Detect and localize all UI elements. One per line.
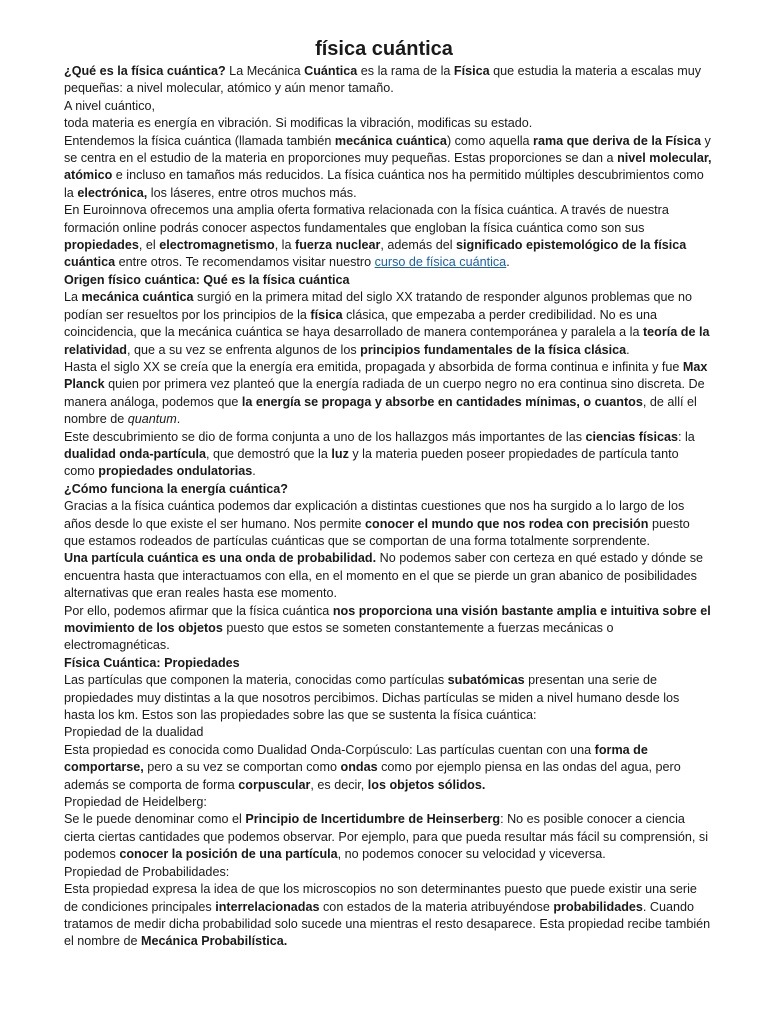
bold-run: propiedades	[64, 238, 139, 253]
heading-como-funciona: ¿Cómo funciona la energía cuántica?	[64, 481, 288, 496]
subheading-probabilidades: Propiedad de Probabilidades:	[64, 864, 230, 879]
bold-run: física	[310, 307, 343, 322]
text-run: , no podemos conocer su velocidad y viceversa.	[337, 847, 606, 862]
paragraph-entendemos	[64, 133, 712, 203]
text-run: , la	[274, 238, 295, 253]
text-run: y se centra en el estudio de la materia en proporciones muy pequeñas. Estas proporciones se dan a	[64, 133, 711, 166]
bold-run: Principio de Incertidumbre de Heinserberg	[245, 812, 501, 827]
text-run: : la	[677, 429, 695, 444]
bold-run: fuerza nuclear	[295, 238, 381, 253]
text-run: .	[252, 464, 256, 479]
text-run: con estados de la materia atribuyéndose	[319, 899, 554, 914]
text-run: , el	[138, 238, 160, 253]
subheading-dualidad: Propiedad de la dualidad	[64, 725, 204, 740]
text-run: ) como aquella	[446, 133, 534, 148]
page-title: física cuántica	[315, 38, 453, 60]
text-run: .	[626, 342, 630, 357]
paragraph-euroinnova	[64, 202, 712, 272]
text-run: Entendemos la física cuántica (llamada también	[64, 133, 335, 148]
bold-run: teoría de la relatividad	[64, 325, 710, 357]
bold-run: mecánica cuántica	[81, 290, 194, 305]
bold-run: principios fundamentales de la física clásica	[360, 342, 627, 357]
document-body	[64, 63, 712, 951]
bold-run: subatómicas	[447, 673, 525, 688]
text-run: pero a su vez se comportan como	[143, 760, 341, 775]
bold-run: mecánica cuántica	[334, 133, 447, 148]
paragraph-intro	[64, 63, 712, 98]
text-run: Por ello, podemos afirmar que la física cuántica	[64, 603, 333, 618]
bold-run: Física	[453, 64, 490, 78]
text-run: es la rama de la	[357, 64, 454, 78]
text-run: como por ejemplo piensa en las ondas del agua, pero además se comporta de forma	[64, 760, 681, 792]
bold-run: corpuscular	[238, 777, 311, 792]
course-link[interactable]: curso de física cuántica	[374, 255, 507, 270]
paragraph-incertidumbre	[64, 811, 712, 863]
text-run: que estudia la materia a escalas muy pequeñas: a nivel molecular, atómico y aún menor tamaño.	[64, 64, 702, 96]
bold-run: la energía se propaga y absorbe en cantidades mínimas, o cuantos	[241, 394, 643, 409]
text-run: En Euroinnova ofrecemos una amplia oferta formativa relacionada con la física cuántica. A través de nuestra formación online podrás conocer aspectos fundamentales que engloban la física cuántica como son sus	[64, 203, 669, 235]
bold-run: Mecánica Probabilística.	[141, 934, 288, 949]
text-run: , que demostró que la	[206, 446, 332, 461]
bold-run: interrelacionadas	[215, 899, 320, 914]
paragraph-onda-probabilidad	[64, 550, 712, 602]
bold-run: rama que deriva de la Física	[533, 133, 702, 148]
text-run: La Mecánica	[225, 64, 305, 78]
bold-run: propiedades ondulatorias	[98, 464, 253, 479]
text-run: Hasta el siglo XX se creía que la energía era emitida, propagada y absorbida de forma continua e infinita y fue	[64, 359, 683, 374]
text-run: .	[506, 255, 510, 270]
bold-run: nos proporciona una visión bastante amplia e intuitiva sobre el movimiento de los objetos	[64, 603, 711, 635]
paragraph-planck	[64, 359, 712, 429]
text-run: puesto que estos se someten constantemente a fuerzas mecánicas o electromagnéticas.	[64, 621, 614, 653]
text-run: Este descubrimiento se dio de forma conjunta a uno de los hallazgos más importantes de las	[64, 429, 586, 444]
text-run: , que a su vez se enfrenta algunos de los	[127, 342, 361, 357]
paragraph-mecanica	[64, 289, 712, 359]
text-run: Esta propiedad es conocida como Dualidad Onda-Corpúsculo: Las partículas cuentan con una	[64, 742, 595, 757]
bold-run: Cuántica	[304, 64, 358, 78]
bold-run: ondas	[340, 760, 378, 775]
paragraph-por-ello	[64, 603, 712, 655]
subheading-heidelberg: Propiedad de Heidelberg:	[64, 795, 207, 810]
bold-run: Max Planck	[64, 359, 708, 392]
bold-run: los objetos sólidos.	[367, 777, 486, 792]
bold-run: probabilidades	[553, 899, 643, 914]
paragraph-probabilidades	[64, 881, 712, 951]
paragraph-gracias	[64, 498, 712, 550]
text-run: Las partículas que componen la materia, conocidas como partículas	[64, 673, 448, 688]
text-run: , es decir,	[310, 777, 368, 792]
bold-run: Una partícula cuántica es una onda de probabilidad.	[64, 551, 377, 566]
text-run: : No es posible conocer a ciencia cierta ciertas cantidades que podemos observar. Por ejemplo, para que pueda resultar más fácil su comprensión, si podemos	[64, 812, 709, 862]
text-run: surgió en la primera mitad del siglo XX tratando de responder algunos problemas que no podían ser resueltos por los principios de la	[64, 290, 692, 322]
text-run: Se le puede denominar como el	[64, 812, 246, 827]
text-run: . Cuando tratamos de medir dicha probabilidad solo sucede una mientras el resto desaparece. Esta propiedad recibe también el nombre de	[64, 899, 711, 949]
text-run: No podemos saber con certeza en qué estado y dónde se encuentra hasta que interactuamos con ella, en el momento en el que se pierde un gran abanico de posibilidades alternativas que eran reales hasta ese momento.	[64, 551, 704, 601]
bold-run: ciencias físicas	[585, 429, 678, 444]
bold-run: conocer la posición de una partícula	[119, 847, 338, 862]
text-run: .	[176, 412, 181, 427]
text-run: Gracias a la física cuántica podemos dar explicación a distintas cuestiones que nos ha surgido a lo largo de los años desde lo que existe el ser humano. Nos permite	[64, 499, 685, 531]
text-run: presentan una serie de propiedades muy distintas a la que nosotros percibimos. Dichas partículas se miden a nivel humano desde los hasta los km. Estos son las propiedades sobre las que se sustenta la física cuántica:	[64, 673, 680, 723]
text-run: Esta propiedad expresa la idea de que los microscopios no son determinantes puesto que puede existir una serie de condiciones principales	[64, 882, 697, 914]
text-run: , además del	[380, 238, 456, 253]
bold-run: electrónica,	[77, 185, 148, 200]
heading-origen: Origen físico cuántica: Qué es la física cuántica	[64, 272, 350, 287]
text-run: puesto que estamos rodeados de partículas cuánticas que se comportan de una forma totalmente sorprendente.	[64, 516, 690, 548]
paragraph-materia-energia: toda materia es energía en vibración. Si modificas la vibración, modificas su estado.	[64, 116, 533, 131]
bold-run: dualidad onda-partícula	[64, 446, 207, 461]
text-run: entre otros. Te recomendamos visitar nuestro	[115, 255, 375, 270]
text-run: e incluso en tamaños más reducidos. La física cuántica nos ha permitido múltiples descubrimientos como la	[64, 168, 704, 200]
text-run: La	[64, 290, 82, 305]
bold-run: forma de comportarse,	[64, 742, 648, 775]
intro-question: ¿Qué es la física cuántica?	[64, 64, 226, 78]
bold-run: electromagnetismo	[159, 238, 275, 253]
text-run: los láseres, entre otros muchos más.	[147, 185, 357, 200]
paragraph-nivel-cuantico: A nivel cuántico,	[64, 98, 156, 113]
heading-propiedades: Física Cuántica: Propiedades	[64, 655, 240, 670]
bold-run: nivel molecular, atómico	[64, 151, 712, 183]
text-run: clásica, que empezaba a perder credibilidad. No es una coincidencia, que la mecánica cuántica se haya desarrollado de manera contemporánea y paralela a la	[64, 307, 657, 340]
bold-run: luz	[331, 446, 349, 461]
paragraph-particulas	[64, 672, 712, 724]
text-run: quien por primera vez planteó que la energía radiada de un cuerpo negro no era continua sino discreta. De manera análoga, podemos que	[64, 377, 705, 409]
bold-run: conocer el mundo que nos rodea con precisión	[365, 516, 649, 531]
text-run: , de allí el nombre de	[64, 394, 697, 427]
italic-run: quantum	[127, 412, 177, 427]
paragraph-onda-corpusculo	[64, 742, 712, 794]
bold-run: significado epistemológico de la física cuántica	[64, 238, 687, 270]
text-run: y la materia pueden poseer propiedades de partícula tanto como	[64, 446, 679, 479]
paragraph-dualidad	[64, 429, 712, 481]
